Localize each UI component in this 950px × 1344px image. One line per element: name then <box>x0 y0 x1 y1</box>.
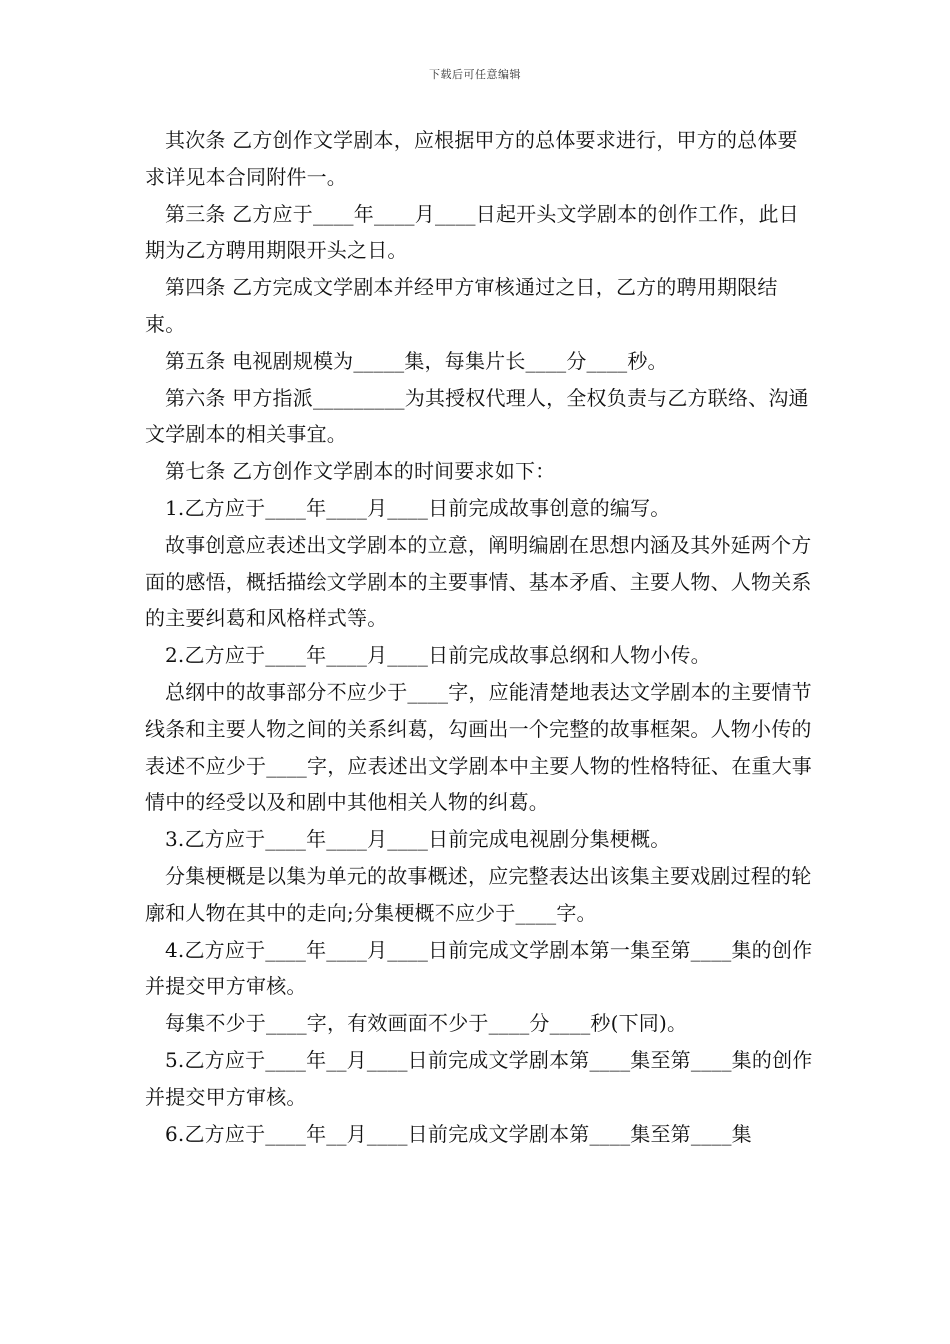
paragraph-clause-7: 第七条 乙方创作文学剧本的时间要求如下： <box>165 459 556 484</box>
paragraph-item-2-detail: 总纲中的故事部分不应少于____字，应能清楚地表达文学剧本的主要情节线条和主要人物之间的关系纠葛，勾画出一个完整的故事框架。人物小传的表述不应少于____字，应表述出文学剧本中主要人物的性格特征、在重大事情中的经受以及和剧中其他相关人物的纠葛。 <box>145 679 812 815</box>
paragraph-clause-4: 第四条 乙方完成文学剧本并经甲方审核通过之日，乙方的聘用期限结束。 <box>145 275 778 336</box>
paragraph-clause-2: 其次条 乙方创作文学剧本，应根据甲方的总体要求进行，甲方的总体要求详见本合同附件一。 <box>145 128 798 189</box>
paragraph-item-3-detail: 分集梗概是以集为单元的故事概述，应完整表达出该集主要戏剧过程的轮廓和人物在其中的走向;分集梗概不应少于____字。 <box>145 863 812 925</box>
paragraph-item-4-detail: 每集不少于____字，有效画面不少于____分____秒(下同)。 <box>165 1011 688 1036</box>
paragraph-clause-3: 第三条 乙方应于____年____月____日起开头文学剧本的创作工作，此日期为乙方聘用期限开头之日。 <box>145 201 799 263</box>
paragraph-item-4: 4.乙方应于____年____月____日前完成文学剧本第一集至第____集的创作并提交甲方审核。 <box>145 937 813 999</box>
paragraph-item-1: 1.乙方应于____年____月____日前完成故事创意的编写。 <box>165 495 671 520</box>
paragraph-item-1-detail: 故事创意应表述出文学剧本的立意，阐明编剧在思想内涵及其外延两个方面的感悟，概括描绘文学剧本的主要事情、基本矛盾、主要人物、人物关系的主要纠葛和风格样式等。 <box>145 532 812 631</box>
paragraph-item-2: 2.乙方应于____年____月____日前完成故事总纲和人物小传。 <box>165 643 711 668</box>
paragraph-clause-5: 第五条 电视剧规模为_____集，每集片长____分____秒。 <box>165 348 668 373</box>
document-body <box>145 122 813 1152</box>
paragraph-item-3: 3.乙方应于____年____月____日前完成电视剧分集梗概。 <box>165 827 671 852</box>
paragraph-clause-6: 第六条 甲方指派_________为其授权代理人，全权负责与乙方联络、沟通文学剧本的相关事宜。 <box>145 385 809 447</box>
page-header: 下载后可任意编辑 <box>429 68 521 81</box>
paragraph-item-5: 5.乙方应于____年__月____日前完成文学剧本第____集至第____集的创作并提交甲方审核。 <box>145 1047 813 1109</box>
paragraph-item-6: 6.乙方应于____年__月____日前完成文学剧本第____集至第____集 <box>165 1121 752 1146</box>
